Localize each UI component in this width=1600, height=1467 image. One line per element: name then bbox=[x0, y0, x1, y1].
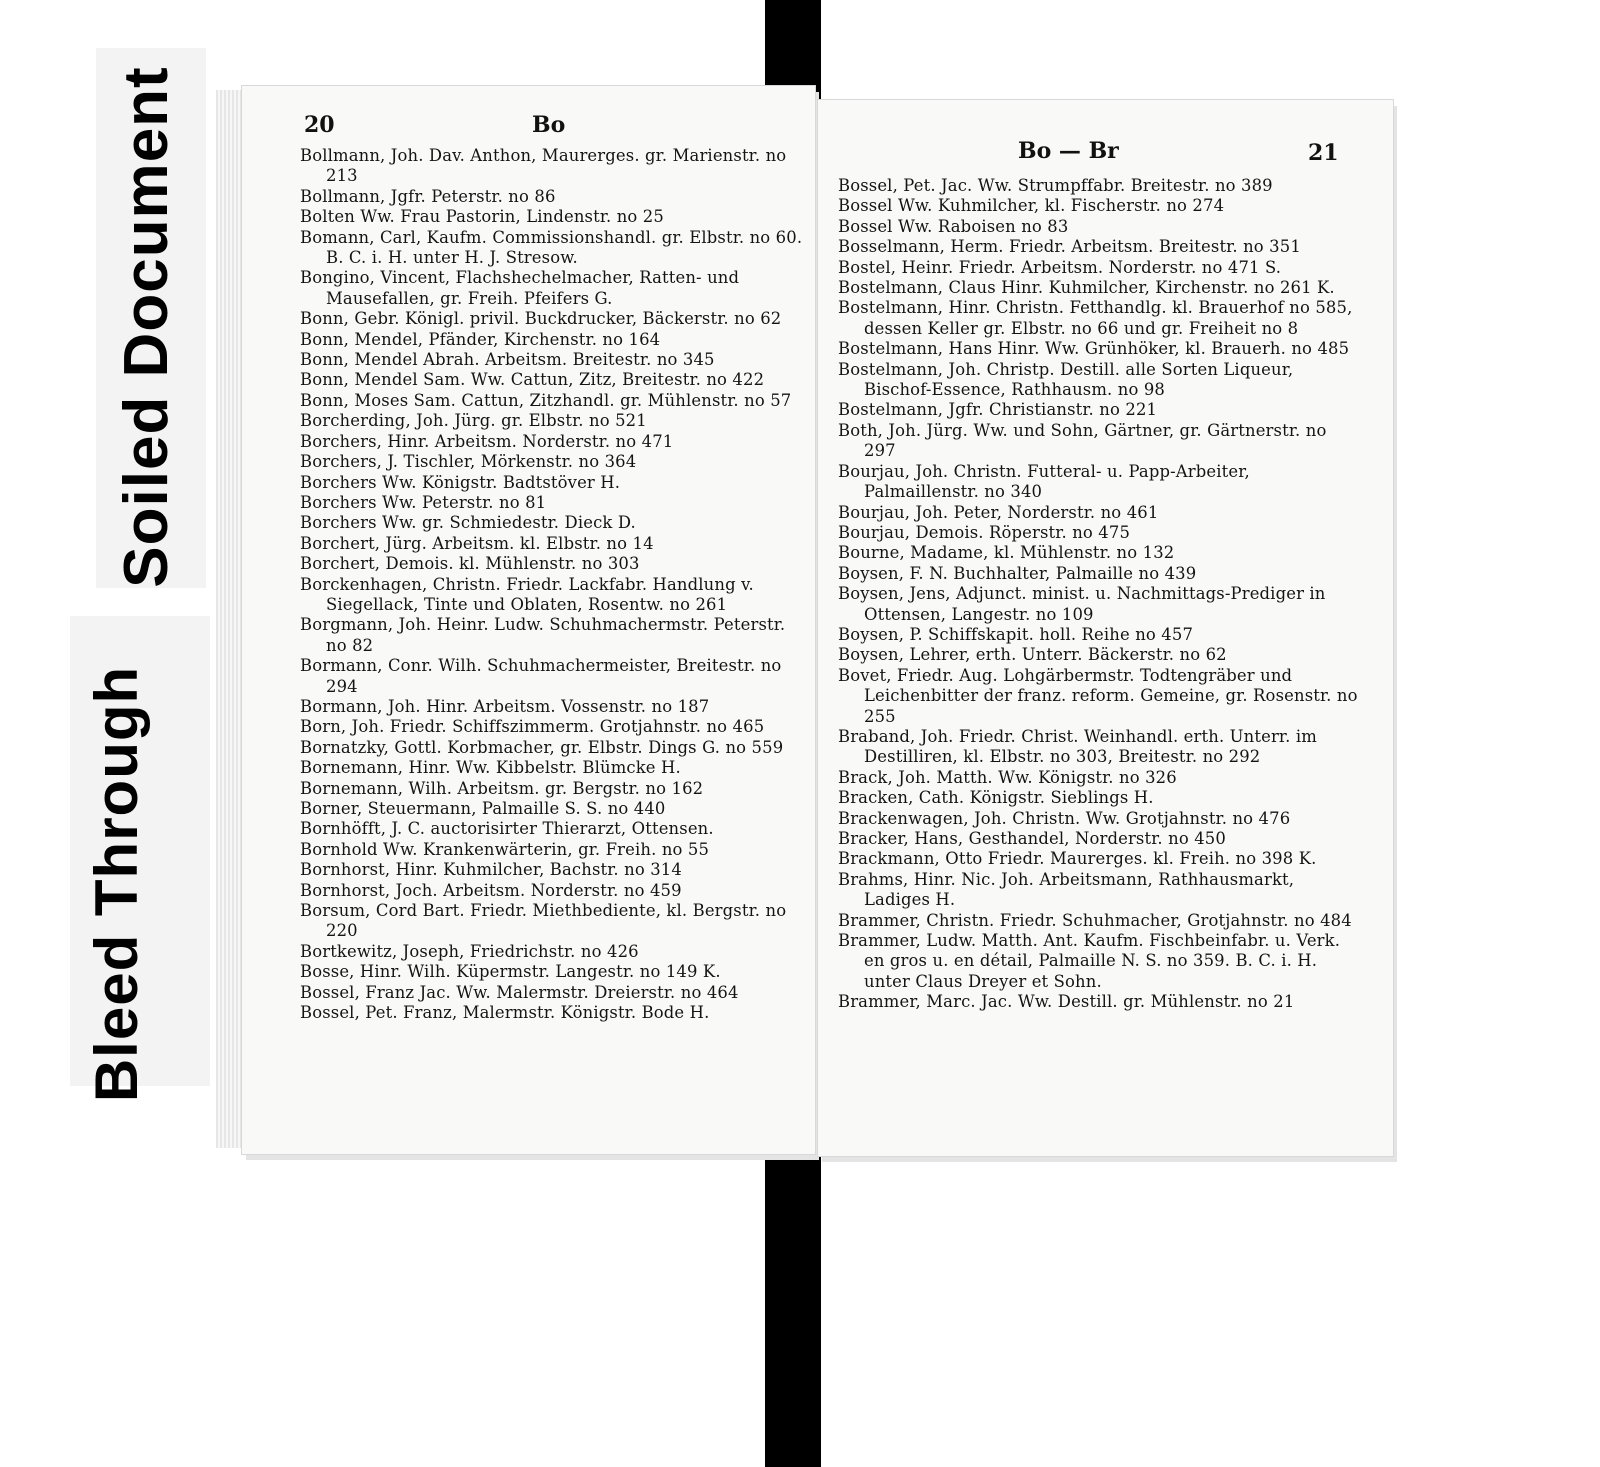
book-spine-top bbox=[765, 0, 821, 100]
list-item: Boysen, P. Schiffskapit. holl. Reihe no 457 bbox=[838, 624, 1194, 644]
list-item: Bonn, Mendel, Pfänder, Kirchenstr. no 164 bbox=[300, 329, 661, 349]
book-spine-bottom bbox=[765, 1130, 821, 1467]
list-item: Bostelmann, Hans Hinr. Ww. Grünhöker, kl. Brauerh. no 485 bbox=[838, 339, 1350, 359]
list-item: Borchers Ww. Peterstr. no 81 bbox=[300, 492, 547, 512]
list-item: Borcherding, Joh. Jürg. gr. Elbstr. no 521 bbox=[300, 411, 647, 431]
list-item: Bossel, Pet. Jac. Ww. Strumpffabr. Breitestr. no 389 bbox=[838, 176, 1273, 195]
left-entry-list bbox=[300, 146, 810, 1023]
list-item: Bornemann, Hinr. Ww. Kibbelstr. Blümcke H. bbox=[300, 758, 681, 778]
list-item: Bostelmann, Joh. Christp. Destill. alle Sorten Liqueur, Bischof-Essence, Rathhausm. no 98 bbox=[838, 359, 1294, 400]
list-item: Bollmann, Joh. Dav. Anthon, Maurerges. gr. Marienstr. no 213 bbox=[300, 146, 787, 186]
list-item: Bourjau, Demois. Röperstr. no 475 bbox=[838, 522, 1131, 542]
list-item: Brackenwagen, Joh. Christn. Ww. Grotjahnstr. no 476 bbox=[838, 808, 1291, 828]
right-page-header: Bo — Br bbox=[1018, 138, 1119, 164]
list-item: Borchert, Jürg. Arbeitsm. kl. Elbstr. no 14 bbox=[300, 533, 654, 553]
list-item: Bostelmann, Claus Hinr. Kuhmilcher, Kirchenstr. no 261 K. bbox=[838, 278, 1335, 298]
list-item: Borckenhagen, Christn. Friedr. Lackfabr. Handlung v. Siegellack, Tinte und Oblaten, Rosentw. no 261 bbox=[300, 574, 754, 614]
list-item: Bracker, Hans, Gesthandel, Norderstr. no 450 bbox=[838, 829, 1226, 848]
list-item: Bornemann, Wilh. Arbeitsm. gr. Bergstr. no 162 bbox=[300, 778, 704, 798]
list-item: Bornhorst, Joch. Arbeitsm. Norderstr. no 459 bbox=[300, 880, 682, 900]
list-item: Brack, Joh. Matth. Ww. Königstr. no 326 bbox=[838, 767, 1177, 787]
list-item: Borchers, J. Tischler, Mörkenstr. no 364 bbox=[300, 452, 637, 472]
list-item: Bormann, Conr. Wilh. Schuhmachermeister, Breitestr. no 294 bbox=[300, 656, 782, 696]
list-item: Bornhold Ww. Krankenwärterin, gr. Freih. no 55 bbox=[300, 839, 710, 859]
list-item: Bomann, Carl, Kaufm. Commissionshandl. gr. Elbstr. no 60. B. C. i. H. unter H. J. Stresow. bbox=[300, 227, 803, 268]
left-page-header: Bo bbox=[532, 112, 566, 138]
list-item: Boysen, Lehrer, erth. Unterr. Bäckerstr. no 62 bbox=[838, 645, 1227, 665]
list-item: Borchers Ww. Königstr. Badtstöver H. bbox=[300, 472, 621, 492]
list-item: Both, Joh. Jürg. Ww. und Sohn, Gärtner, gr. Gärtnerstr. no 297 bbox=[838, 420, 1327, 461]
list-item: Bornhorst, Hinr. Kuhmilcher, Bachstr. no 314 bbox=[300, 860, 682, 880]
list-item: Bracken, Cath. Königstr. Sieblings H. bbox=[838, 788, 1154, 808]
list-item: Bornhöfft, J. C. auctorisirter Thierarzt, Ottensen. bbox=[300, 819, 714, 839]
list-item: Boysen, Jens, Adjunct. minist. u. Nachmittags-Prediger in Ottensen, Langestr. no 109 bbox=[838, 584, 1326, 624]
list-item: Brahms, Hinr. Nic. Joh. Arbeitsmann, Rathhausmarkt, Ladiges H. bbox=[838, 869, 1295, 910]
left-page-number: 20 bbox=[304, 112, 335, 138]
list-item: Borgmann, Joh. Heinr. Ludw. Schuhmachermstr. Peterstr. no 82 bbox=[300, 615, 786, 655]
list-item: Bovet, Friedr. Aug. Lohgärbermstr. Todtengräber und Leichenbitter der franz. reform. Gemeine, gr. Rosenstr. no 255 bbox=[838, 665, 1358, 726]
list-item: Bourne, Madame, kl. Mühlenstr. no 132 bbox=[838, 543, 1175, 563]
list-item: Bongino, Vincent, Flachshechelmacher, Ratten- und Mausefallen, gr. Freih. Pfeifers G. bbox=[300, 268, 740, 308]
list-item: Bossel Ww. Raboisen no 83 bbox=[838, 216, 1069, 236]
right-page bbox=[818, 100, 1393, 1156]
list-item: Bormann, Joh. Hinr. Arbeitsm. Vossenstr. no 187 bbox=[300, 696, 710, 716]
right-entry-list bbox=[838, 176, 1358, 1013]
right-page-number: 21 bbox=[1308, 140, 1339, 166]
list-item: Bonn, Gebr. Königl. privil. Buckdrucker, Bäckerstr. no 62 bbox=[300, 309, 782, 329]
list-item: Bortkewitz, Joseph, Friedrichstr. no 426 bbox=[300, 941, 639, 961]
list-item: Bosse, Hinr. Wilh. Küpermstr. Langestr. no 149 K. bbox=[300, 962, 721, 982]
list-item: Bourjau, Joh. Christn. Futteral- u. Papp-Arbeiter, Palmaillenstr. no 340 bbox=[838, 461, 1250, 502]
list-item: Brackmann, Otto Friedr. Maurerges. kl. Freih. no 398 K. bbox=[838, 849, 1317, 869]
list-item: Bonn, Mendel Sam. Ww. Cattun, Zitz, Breitestr. no 422 bbox=[300, 370, 765, 390]
list-item: Brammer, Marc. Jac. Ww. Destill. gr. Mühlenstr. no 21 bbox=[838, 992, 1295, 1012]
list-item: Born, Joh. Friedr. Schiffszimmerm. Grotjahnstr. no 465 bbox=[300, 717, 765, 737]
list-item: Bornatzky, Gottl. Korbmacher, gr. Elbstr. Dings G. no 559 bbox=[300, 737, 784, 757]
list-item: Boysen, F. N. Buchhalter, Palmaille no 439 bbox=[838, 563, 1197, 583]
list-item: Brammer, Ludw. Matth. Ant. Kaufm. Fischbeinfabr. u. Verk. en gros u. en détail, Palmaille N. S. no 359. B. C. i. H. unter Claus Dreyer et Sohn. bbox=[838, 931, 1341, 991]
list-item: Borner, Steuermann, Palmaille S. S. no 440 bbox=[300, 799, 666, 818]
left-page bbox=[242, 86, 815, 1154]
page-stack-edge bbox=[216, 90, 242, 1148]
list-item: Brammer, Christn. Friedr. Schuhmacher, Grotjahnstr. no 484 bbox=[838, 910, 1352, 930]
list-item: Bossel, Pet. Franz, Malermstr. Königstr. Bode H. bbox=[300, 1003, 710, 1023]
list-item: Bostel, Heinr. Friedr. Arbeitsm. Norderstr. no 471 S. bbox=[838, 257, 1282, 277]
list-item: Bossel, Franz Jac. Ww. Malermstr. Dreierstr. no 464 bbox=[300, 982, 739, 1002]
bleed-through-stamp: Bleed Through bbox=[83, 665, 150, 1103]
list-item: Borchers, Hinr. Arbeitsm. Norderstr. no 471 bbox=[300, 431, 674, 451]
list-item: Bollmann, Jgfr. Peterstr. no 86 bbox=[300, 186, 556, 206]
list-item: Bossel Ww. Kuhmilcher, kl. Fischerstr. no 274 bbox=[838, 196, 1225, 216]
list-item: Bonn, Moses Sam. Cattun, Zitzhandl. gr. Mühlenstr. no 57 bbox=[300, 390, 792, 410]
list-item: Bostelmann, Hinr. Christn. Fetthandlg. kl. Brauerhof no 585, dessen Keller gr. Elbstr. no 66 und gr. Freiheit no 8 bbox=[838, 298, 1353, 338]
list-item: Bolten Ww. Frau Pastorin, Lindenstr. no 25 bbox=[300, 207, 664, 227]
soiled-document-stamp: Soiled Document bbox=[112, 66, 181, 588]
list-item: Borchert, Demois. kl. Mühlenstr. no 303 bbox=[300, 554, 640, 574]
list-item: Bostelmann, Jgfr. Christianstr. no 221 bbox=[838, 400, 1158, 420]
list-item: Bourjau, Joh. Peter, Norderstr. no 461 bbox=[838, 502, 1159, 522]
list-item: Borchers Ww. gr. Schmiedestr. Dieck D. bbox=[300, 513, 636, 533]
list-item: Bosselmann, Herm. Friedr. Arbeitsm. Breitestr. no 351 bbox=[838, 237, 1301, 257]
list-item: Braband, Joh. Friedr. Christ. Weinhandl. erth. Unterr. im Destilliren, kl. Elbstr. no 303, Breitestr. no 292 bbox=[838, 726, 1317, 767]
list-item: Bonn, Mendel Abrah. Arbeitsm. Breitestr. no 345 bbox=[300, 350, 715, 370]
list-item: Borsum, Cord Bart. Friedr. Miethbediente, kl. Bergstr. no 220 bbox=[300, 901, 787, 941]
